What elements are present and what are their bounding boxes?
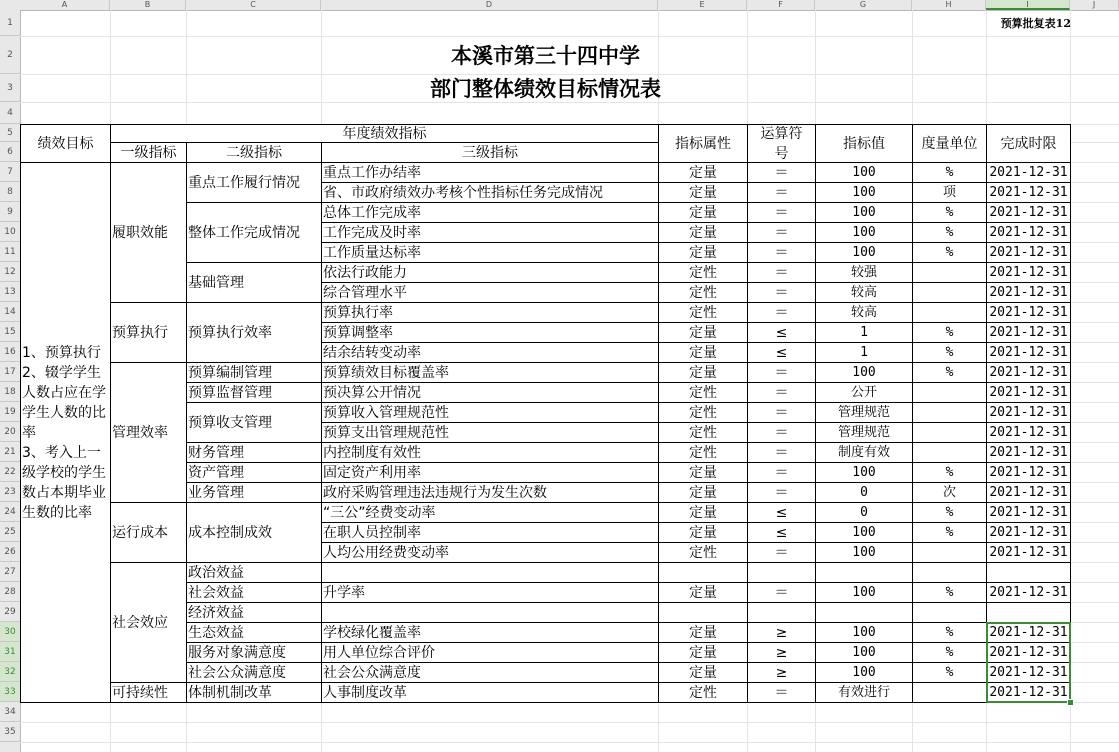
operator-cell: ＝	[747, 162, 816, 183]
row-header-17[interactable]: 17	[0, 362, 20, 382]
row-header-9[interactable]: 9	[0, 202, 20, 222]
level1-cell: 预算执行	[110, 302, 187, 363]
level2-cell: 预算收支管理	[186, 402, 322, 443]
header-level1: 一级指标	[110, 142, 187, 163]
level3-cell: 政府采购管理违法违规行为发生次数	[321, 482, 659, 503]
unit-cell: %	[912, 502, 987, 523]
level3-cell: 学校绿化覆盖率	[321, 622, 659, 643]
level3-cell: 结余结转变动率	[321, 342, 659, 363]
header-unit: 度量单位	[912, 124, 987, 163]
row-header-35[interactable]: 35	[0, 722, 20, 742]
attribute-cell: 定量	[658, 622, 748, 643]
operator-cell: ＝	[747, 422, 816, 443]
operator-cell: ＝	[747, 282, 816, 303]
operator-cell: ＝	[747, 682, 816, 703]
row-header-2[interactable]: 2	[0, 36, 20, 74]
operator-cell: ＝	[747, 242, 816, 263]
deadline-cell: 2021-12-31	[986, 222, 1071, 243]
attribute-cell: 定量	[658, 502, 748, 523]
unit-cell	[912, 262, 987, 283]
document-subtitle: 部门整体绩效目标情况表	[430, 75, 661, 101]
deadline-cell: 2021-12-31	[986, 622, 1071, 643]
attribute-cell: 定性	[658, 682, 748, 703]
row-header-22[interactable]: 22	[0, 462, 20, 482]
operator-cell: ≥	[747, 622, 816, 643]
column-header-b[interactable]: B	[110, 0, 186, 10]
level3-cell: 综合管理水平	[321, 282, 659, 303]
operator-cell: ＝	[747, 362, 816, 383]
deadline-cell: 2021-12-31	[986, 202, 1071, 223]
deadline-cell: 2021-12-31	[986, 242, 1071, 263]
row-header-bar	[0, 10, 21, 752]
value-cell: 100	[815, 222, 913, 243]
row-header-8[interactable]: 8	[0, 182, 20, 202]
row-header-3[interactable]: 3	[0, 74, 20, 102]
deadline-cell: 2021-12-31	[986, 642, 1071, 663]
level3-cell: 固定资产利用率	[321, 462, 659, 483]
row-header-21[interactable]: 21	[0, 442, 20, 462]
operator-cell: ＝	[747, 462, 816, 483]
value-cell: 100	[815, 662, 913, 683]
operator-cell: ≥	[747, 642, 816, 663]
row-header-6[interactable]: 6	[0, 142, 20, 162]
row-header-29[interactable]: 29	[0, 602, 20, 622]
header-operator: 运算符号	[747, 124, 816, 163]
attribute-cell: 定量	[658, 482, 748, 503]
attribute-cell: 定量	[658, 462, 748, 483]
operator-cell: ＝	[747, 582, 816, 603]
value-cell: 100	[815, 522, 913, 543]
deadline-cell: 2021-12-31	[986, 322, 1071, 343]
level2-cell: 资产管理	[186, 462, 322, 483]
level3-cell: 预算调整率	[321, 322, 659, 343]
header-goal: 绩效目标	[20, 124, 111, 163]
attribute-cell: 定量	[658, 582, 748, 603]
unit-cell: %	[912, 622, 987, 643]
value-cell: 0	[815, 502, 913, 523]
operator-cell: ≤	[747, 342, 816, 363]
row-header-14[interactable]: 14	[0, 302, 20, 322]
deadline-cell: 2021-12-31	[986, 662, 1071, 683]
value-cell: 有效进行	[815, 682, 913, 703]
level2-cell: 经济效益	[186, 602, 322, 623]
level2-cell: 重点工作履行情况	[186, 162, 322, 203]
unit-cell: %	[912, 662, 987, 683]
level1-cell: 运行成本	[110, 502, 187, 563]
level2-cell: 体制机制改革	[186, 682, 322, 703]
unit-cell	[912, 602, 987, 623]
value-cell: 100	[815, 582, 913, 603]
deadline-cell: 2021-12-31	[986, 162, 1071, 183]
attribute-cell: 定性	[658, 442, 748, 463]
unit-cell: %	[912, 362, 987, 383]
unit-cell: %	[912, 642, 987, 663]
unit-cell	[912, 422, 987, 443]
column-header-e[interactable]: E	[658, 0, 747, 10]
value-cell: 100	[815, 462, 913, 483]
attribute-cell: 定量	[658, 362, 748, 383]
row-header-13[interactable]: 13	[0, 282, 20, 302]
level3-cell: 在职人员控制率	[321, 522, 659, 543]
deadline-cell: 2021-12-31	[986, 442, 1071, 463]
row-header-34[interactable]: 34	[0, 702, 20, 722]
operator-cell: ＝	[747, 182, 816, 203]
value-cell: 较高	[815, 302, 913, 323]
document-title: 本溪市第三十四中学	[451, 42, 640, 68]
operator-cell	[747, 562, 816, 583]
row-header-7[interactable]: 7	[0, 162, 20, 182]
value-cell: 管理规范	[815, 422, 913, 443]
operator-cell: ＝	[747, 262, 816, 283]
operator-cell: ＝	[747, 402, 816, 423]
operator-cell	[747, 602, 816, 623]
level3-cell: 社会公众满意度	[321, 662, 659, 683]
unit-cell	[912, 402, 987, 423]
deadline-cell: 2021-12-31	[986, 422, 1071, 443]
deadline-cell: 2021-12-31	[986, 502, 1071, 523]
unit-cell	[912, 562, 987, 583]
operator-cell: ≤	[747, 502, 816, 523]
level3-cell: 预算支出管理规范性	[321, 422, 659, 443]
value-cell: 100	[815, 242, 913, 263]
value-cell: 100	[815, 622, 913, 643]
column-header-f[interactable]: F	[747, 0, 815, 10]
attribute-cell: 定性	[658, 282, 748, 303]
deadline-cell: 2021-12-31	[986, 402, 1071, 423]
attribute-cell: 定性	[658, 542, 748, 563]
attribute-cell: 定量	[658, 182, 748, 203]
deadline-cell: 2021-12-31	[986, 342, 1071, 363]
operator-cell: ＝	[747, 222, 816, 243]
attribute-cell: 定量	[658, 202, 748, 223]
row-header-23[interactable]: 23	[0, 482, 20, 502]
level2-cell: 生态效益	[186, 622, 322, 643]
value-cell: 100	[815, 162, 913, 183]
level3-cell: “三公”经费变动率	[321, 502, 659, 523]
deadline-cell: 2021-12-31	[986, 462, 1071, 483]
unit-cell	[912, 382, 987, 403]
level3-cell: 人均公用经费变动率	[321, 542, 659, 563]
row-header-16[interactable]: 16	[0, 342, 20, 362]
attribute-cell: 定性	[658, 422, 748, 443]
unit-cell: %	[912, 222, 987, 243]
attribute-cell: 定性	[658, 262, 748, 283]
value-cell	[815, 602, 913, 623]
header-level2: 二级指标	[186, 142, 322, 163]
deadline-cell: 2021-12-31	[986, 382, 1071, 403]
value-cell: 100	[815, 642, 913, 663]
row-header-5[interactable]: 5	[0, 124, 20, 142]
value-cell: 公开	[815, 382, 913, 403]
fill-handle[interactable]	[1067, 699, 1074, 706]
row-header-18[interactable]: 18	[0, 382, 20, 402]
deadline-cell: 2021-12-31	[986, 262, 1071, 283]
operator-cell: ≤	[747, 322, 816, 343]
operator-cell: ＝	[747, 202, 816, 223]
level2-cell: 财务管理	[186, 442, 322, 463]
level3-cell: 升学率	[321, 582, 659, 603]
operator-cell: ≥	[747, 662, 816, 683]
level3-cell: 预算绩效目标覆盖率	[321, 362, 659, 383]
level3-cell: 内控制度有效性	[321, 442, 659, 463]
attribute-cell: 定量	[658, 342, 748, 363]
column-header-i[interactable]: I	[986, 0, 1070, 10]
level3-cell: 工作完成及时率	[321, 222, 659, 243]
level1-cell: 管理效率	[110, 362, 187, 503]
level3-cell: 工作质量达标率	[321, 242, 659, 263]
unit-cell: %	[912, 582, 987, 603]
unit-cell: %	[912, 322, 987, 343]
operator-cell: ＝	[747, 302, 816, 323]
level3-cell: 依法行政能力	[321, 262, 659, 283]
deadline-cell: 2021-12-31	[986, 302, 1071, 323]
unit-cell	[912, 302, 987, 323]
unit-cell: %	[912, 522, 987, 543]
operator-cell: ＝	[747, 442, 816, 463]
level3-cell	[321, 562, 659, 583]
header-level3: 三级指标	[321, 142, 659, 163]
level3-cell: 重点工作办结率	[321, 162, 659, 183]
unit-cell: 项	[912, 182, 987, 203]
gridline	[20, 742, 1119, 743]
row-header-15[interactable]: 15	[0, 322, 20, 342]
row-header-30[interactable]: 30	[0, 622, 20, 642]
attribute-cell: 定量	[658, 522, 748, 543]
row-header-20[interactable]: 20	[0, 422, 20, 442]
value-cell: 1	[815, 322, 913, 343]
value-cell: 100	[815, 542, 913, 563]
unit-cell	[912, 282, 987, 303]
value-cell: 管理规范	[815, 402, 913, 423]
level2-cell: 社会效益	[186, 582, 322, 603]
value-cell: 较强	[815, 262, 913, 283]
attribute-cell: 定量	[658, 662, 748, 683]
attribute-cell: 定性	[658, 402, 748, 423]
column-header-g[interactable]: G	[815, 0, 912, 10]
level3-cell: 预算执行率	[321, 302, 659, 323]
header-deadline: 完成时限	[986, 124, 1071, 163]
level3-cell: 人事制度改革	[321, 682, 659, 703]
level1-cell: 履职效能	[110, 162, 187, 303]
attribute-cell	[658, 562, 748, 583]
deadline-cell: 2021-12-31	[986, 542, 1071, 563]
level2-cell: 社会公众满意度	[186, 662, 322, 683]
deadline-cell: 2021-12-31	[986, 582, 1071, 603]
level2-cell: 预算监督管理	[186, 382, 322, 403]
goal-text: 1、预算执行 2、辍学学生人数占应在学学生人数的比率 3、考入上一级学校的学生数占本期毕业生数的比率	[20, 162, 111, 703]
attribute-cell: 定量	[658, 322, 748, 343]
operator-cell: ＝	[747, 382, 816, 403]
operator-cell: ＝	[747, 542, 816, 563]
unit-cell: %	[912, 342, 987, 363]
value-cell: 制度有效	[815, 442, 913, 463]
level3-cell: 省、市政府绩效办考核个性指标任务完成情况	[321, 182, 659, 203]
attribute-cell: 定量	[658, 222, 748, 243]
level3-cell	[321, 602, 659, 623]
level3-cell: 总体工作完成率	[321, 202, 659, 223]
unit-cell	[912, 542, 987, 563]
value-cell: 100	[815, 202, 913, 223]
operator-cell: ＝	[747, 482, 816, 503]
value-cell: 0	[815, 482, 913, 503]
attribute-cell: 定量	[658, 162, 748, 183]
level2-cell: 预算编制管理	[186, 362, 322, 383]
level2-cell: 成本控制成效	[186, 502, 322, 563]
level1-cell: 社会效应	[110, 562, 187, 683]
row-header-19[interactable]: 19	[0, 402, 20, 422]
level3-cell: 预算收入管理规范性	[321, 402, 659, 423]
value-cell	[815, 562, 913, 583]
attribute-cell: 定量	[658, 642, 748, 663]
column-header-d[interactable]: D	[321, 0, 658, 10]
unit-cell: %	[912, 242, 987, 263]
column-header-bar	[0, 0, 1119, 11]
level2-cell: 预算执行效率	[186, 302, 322, 363]
unit-cell: 次	[912, 482, 987, 503]
report-code: 预算批复表12	[1000, 16, 1071, 30]
level3-cell: 用人单位综合评价	[321, 642, 659, 663]
row-header-26[interactable]: 26	[0, 542, 20, 562]
deadline-cell: 2021-12-31	[986, 682, 1071, 703]
gridline	[20, 722, 1119, 723]
row-header-4[interactable]: 4	[0, 102, 20, 124]
column-header-h[interactable]: H	[912, 0, 986, 10]
unit-cell: %	[912, 162, 987, 183]
level1-cell: 可持续性	[110, 682, 187, 703]
attribute-cell: 定性	[658, 382, 748, 403]
column-header-a[interactable]: A	[20, 0, 110, 10]
deadline-cell: 2021-12-31	[986, 182, 1071, 203]
level2-cell: 服务对象满意度	[186, 642, 322, 663]
deadline-cell	[986, 562, 1071, 583]
unit-cell	[912, 682, 987, 703]
row-header-1[interactable]: 1	[0, 10, 20, 36]
row-header-24[interactable]: 24	[0, 502, 20, 522]
row-header-33[interactable]: 33	[0, 682, 20, 702]
row-header-31[interactable]: 31	[0, 642, 20, 662]
row-header-10[interactable]: 10	[0, 222, 20, 242]
level3-cell: 预决算公开情况	[321, 382, 659, 403]
row-header-28[interactable]: 28	[0, 582, 20, 602]
row-header-27[interactable]: 27	[0, 562, 20, 582]
attribute-cell: 定性	[658, 302, 748, 323]
unit-cell	[912, 442, 987, 463]
unit-cell: %	[912, 462, 987, 483]
row-header-32[interactable]: 32	[0, 662, 20, 682]
deadline-cell: 2021-12-31	[986, 362, 1071, 383]
level2-cell: 整体工作完成情况	[186, 202, 322, 263]
deadline-cell: 2021-12-31	[986, 482, 1071, 503]
deadline-cell: 2021-12-31	[986, 522, 1071, 543]
unit-cell: %	[912, 202, 987, 223]
deadline-cell: 2021-12-31	[986, 282, 1071, 303]
row-header-11[interactable]: 11	[0, 242, 20, 262]
row-header-12[interactable]: 12	[0, 262, 20, 282]
header-attribute: 指标属性	[658, 124, 748, 163]
deadline-cell	[986, 602, 1071, 623]
column-header-c[interactable]: C	[186, 0, 321, 10]
level2-cell: 政治效益	[186, 562, 322, 583]
header-target-value: 指标值	[815, 124, 913, 163]
value-cell: 较高	[815, 282, 913, 303]
value-cell: 100	[815, 362, 913, 383]
value-cell: 1	[815, 342, 913, 363]
row-header-25[interactable]: 25	[0, 522, 20, 542]
attribute-cell	[658, 602, 748, 623]
value-cell: 100	[815, 182, 913, 203]
level2-cell: 基础管理	[186, 262, 322, 303]
header-annual-indicators: 年度绩效指标	[110, 124, 659, 143]
column-header-j[interactable]: J	[1070, 0, 1119, 10]
level2-cell: 业务管理	[186, 482, 322, 503]
operator-cell: ≤	[747, 522, 816, 543]
attribute-cell: 定量	[658, 242, 748, 263]
